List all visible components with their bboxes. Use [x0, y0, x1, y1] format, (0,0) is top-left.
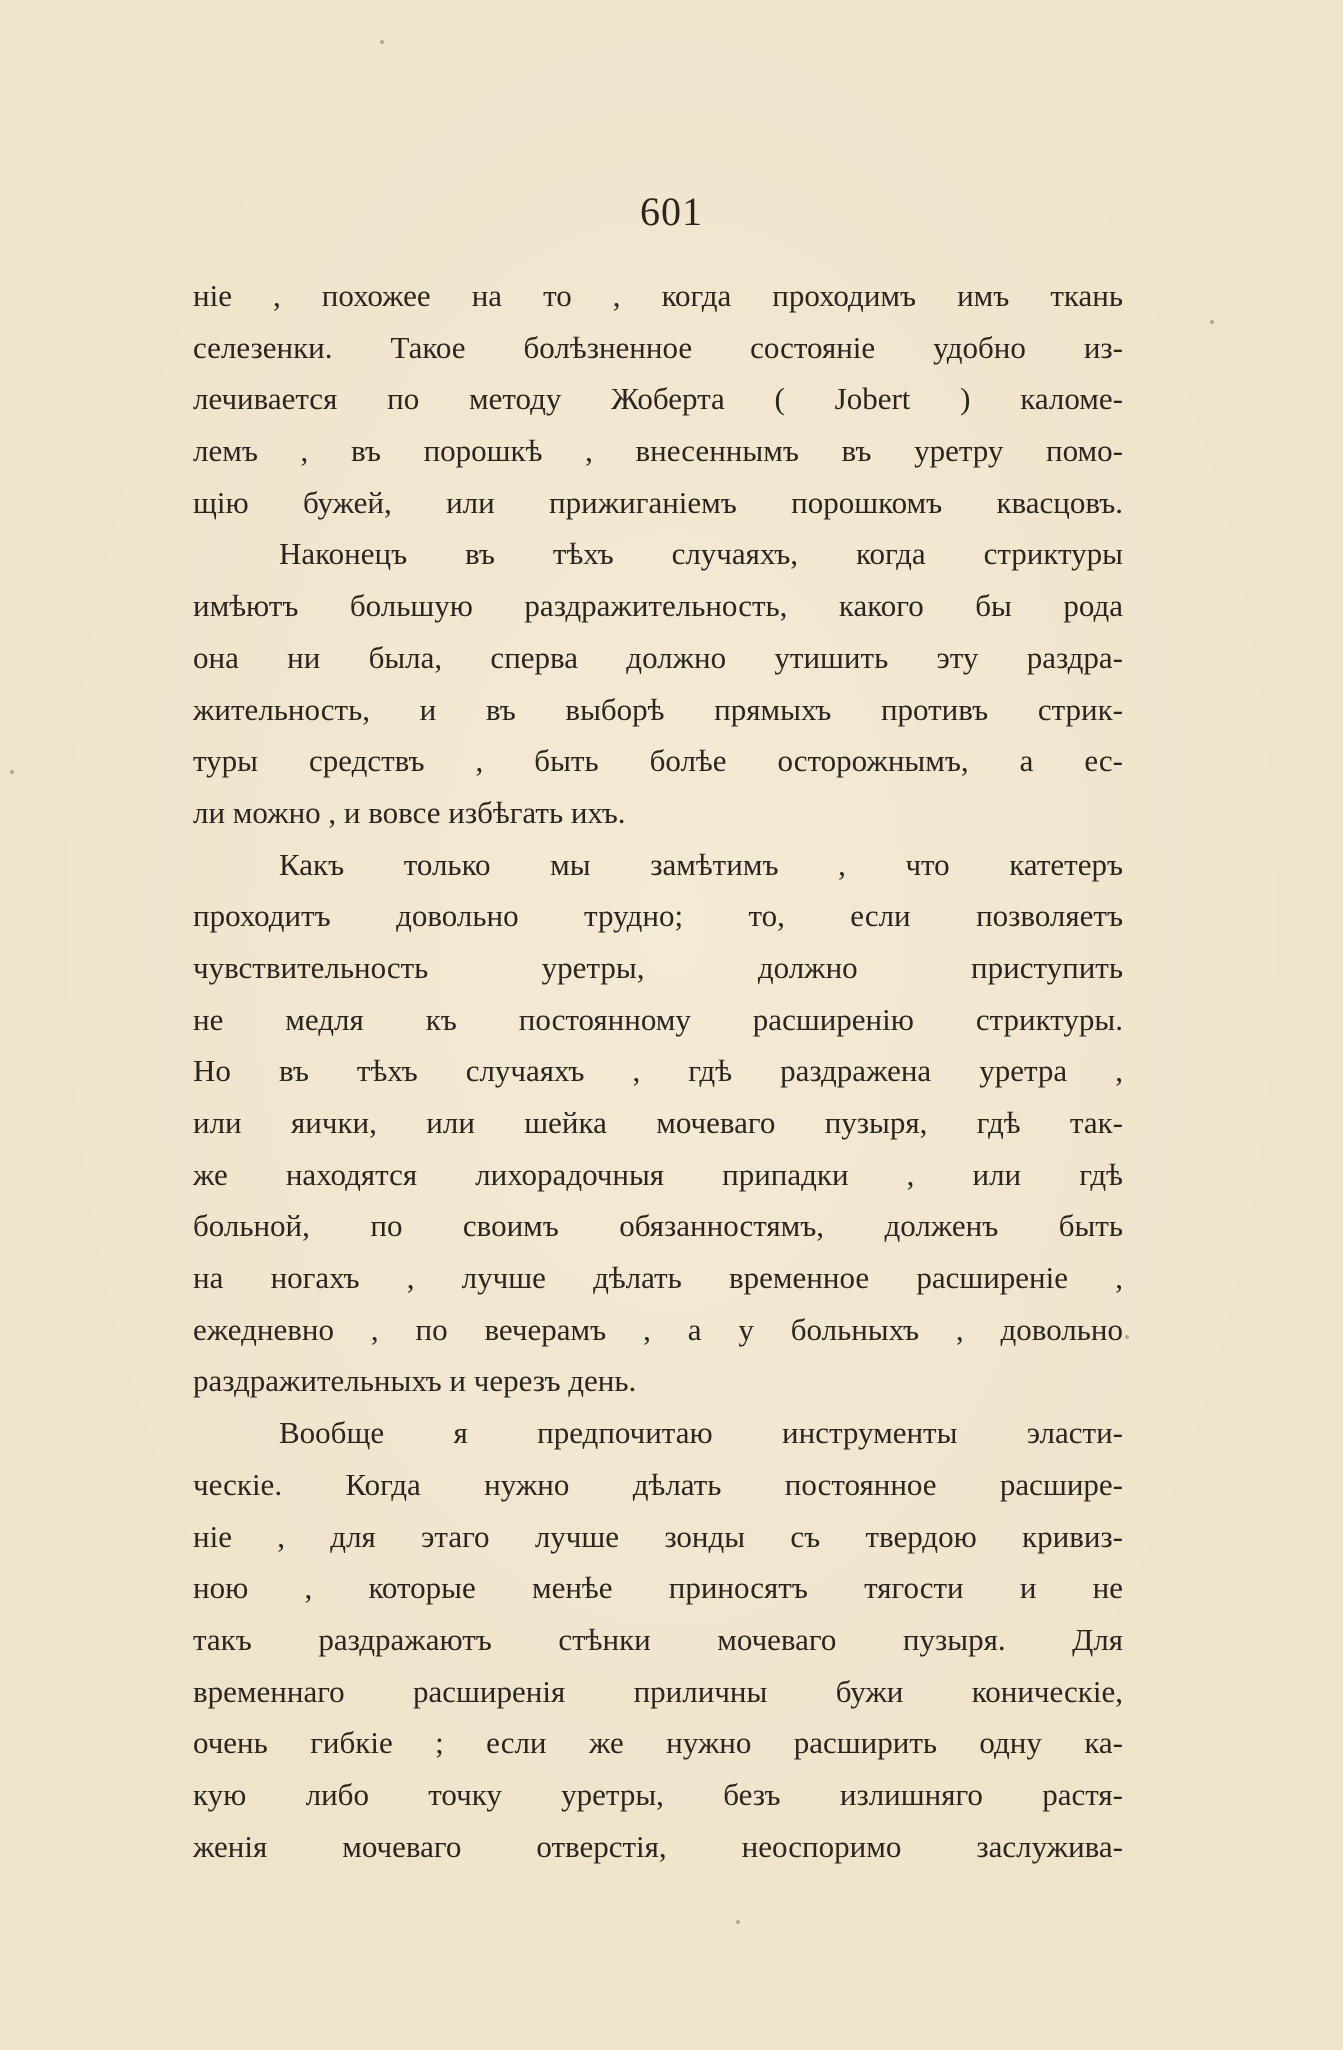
paper-speck — [10, 770, 14, 774]
text-line: ежедневно , по вечерамъ , а у больныхъ , довольно — [193, 1311, 1123, 1347]
text-line: Но въ тѣхъ случаяхъ , гдѣ раздражена уретра , — [193, 1053, 1123, 1089]
text-line: такъ раздражаютъ стѣнки мочеваго пузыря. Для — [193, 1621, 1123, 1657]
text-line: женія мочеваго отверстія, неоспоримо заслужива- — [193, 1828, 1123, 1864]
body-text — [193, 270, 1123, 1872]
paragraph-start-line: Вообще я предпочитаю инструменты эласти- — [279, 1415, 1123, 1451]
text-line: щію бужей, или прижиганіемъ порошкомъ квасцовъ. — [193, 484, 1123, 520]
text-line: ніе , похожее на то , когда проходимъ имъ ткань — [193, 278, 1123, 313]
text-line: на ногахъ , лучше дѣлать временное расширеніе , — [193, 1260, 1123, 1296]
text-line: не медля къ постоянному расширенію стриктуры. — [193, 1001, 1123, 1037]
paper-speck — [1210, 320, 1214, 324]
text-line: же находятся лихорадочныя припадки , или гдѣ — [193, 1156, 1123, 1192]
text-line: жительность, и въ выборѣ прямыхъ противъ стрик- — [193, 691, 1123, 727]
text-line: или яички, или шейка мочеваго пузыря, гдѣ так- — [193, 1105, 1123, 1140]
text-line: временнаго расширенія приличны бужи коническіе, — [193, 1673, 1123, 1709]
paragraph-start-line: Наконецъ въ тѣхъ случаяхъ, когда стриктуры — [279, 536, 1123, 572]
text-line: туры средствъ , быть болѣе осторожнымъ, а ес- — [193, 743, 1123, 779]
text-line: лечивается по методу Жоберта ( Jobert ) каломе- — [193, 381, 1123, 417]
text-line: ческіе. Когда нужно дѣлать постоянное расшире- — [193, 1466, 1123, 1502]
paper-speck — [380, 40, 384, 44]
text-line: имѣютъ большую раздражительность, какого бы рода — [193, 588, 1123, 624]
text-line: селезенки. Такое болѣзненное состояніе удобно из- — [193, 329, 1123, 365]
paragraph-end-line: раздражительныхъ и черезъ день. — [193, 1363, 637, 1399]
text-line: лемъ , въ порошкѣ , внесеннымъ въ уретру помо- — [193, 433, 1123, 469]
paper-speck — [1125, 1335, 1129, 1339]
text-line: ніе , для этаго лучше зонды съ твердою кривиз- — [193, 1518, 1123, 1554]
paragraph-end-line: ли можно , и вовсе избѣгать ихъ. — [193, 794, 626, 830]
text-line: больной, по своимъ обязанностямъ, долженъ быть — [193, 1208, 1123, 1244]
paper-speck — [736, 1920, 740, 1924]
text-line: очень гибкіе ; если же нужно расширить одну ка- — [193, 1725, 1123, 1761]
text-line: чувствительность уретры, должно приступить — [193, 949, 1123, 985]
text-line: она ни была, сперва должно утишить эту раздра- — [193, 639, 1123, 675]
paragraph-start-line: Какъ только мы замѣтимъ , что катетеръ — [279, 846, 1123, 882]
text-line: кую либо точку уретры, безъ излишняго растя- — [193, 1776, 1123, 1812]
text-line: ною , которые менѣе приносятъ тягости и не — [193, 1570, 1123, 1606]
text-line: проходитъ довольно трудно; то, если позволяетъ — [193, 898, 1123, 934]
page-number: 601 — [640, 189, 703, 234]
